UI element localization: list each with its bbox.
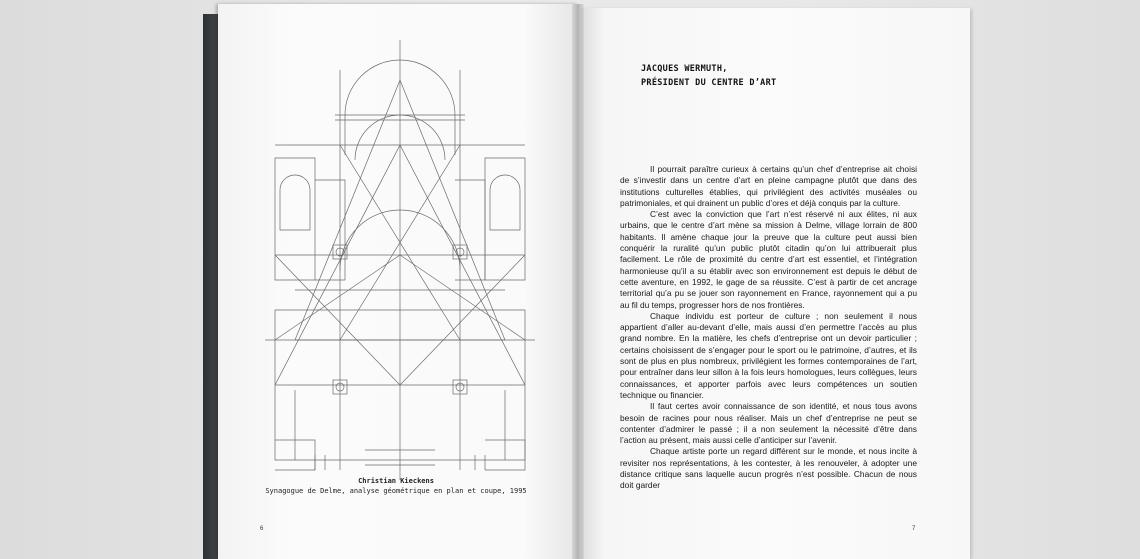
caption-description: Synagogue de Delme, analyse géométrique en plan et coupe, 1995 (265, 487, 527, 495)
body-text (620, 164, 917, 492)
paragraph: C’est avec la conviction que l’art n’est réservé ni aux élites, ni aux urbains, que le centre d’art mène sa mission à Delme, village lorrain de 800 habitants. Il amène chaque jour la preuve que la culture peut aussi bien conquérir la ruralité qu’un public plutôt citadin qu’on lui attribuerait plus facilement. Le rôle de proximité du centre d’art est essentiel, et l’intégration harmonieuse qu’il a su établir avec son environnement est depuis le début de cette aventure, en 1992, le gage de sa réussite. C’est à partir de cet ancrage territorial qu’a pu se jouer son rayonnement en France, rayonnement qui a pu au fil du temps, progresser hors de nos frontières. (620, 209, 917, 310)
left-page-number: 6 (260, 526, 264, 532)
paragraph: Chaque artiste porte un regard différent sur le monde, et nous incite à revisiter nos représentations, à les contester, à les renouveler, à adopter une distance critique sans laquelle aucun progrès n’est possible. Chacun de nous doit garder (620, 446, 917, 491)
heading-title: PRÉSIDENT DU CENTRE D’ART (641, 78, 777, 88)
right-page-number: 7 (912, 526, 916, 532)
book-gutter (572, 4, 584, 559)
paragraph: Il faut certes avoir connaissance de son identité, et nous tous avons besoin de racines pour nous réaliser. Mais un chef d’entreprise ne peut se contenter d’admirer le passé ; il a non seulement la nécessité d’être dans l’action au présent, mais aussi celle d’anticiper sur l’avenir. (620, 401, 917, 446)
page-heading (641, 62, 776, 90)
heading-name: JACQUES WERMUTH, (641, 64, 728, 74)
caption-author: Christian Kieckens (358, 477, 434, 485)
synagogue-geometric-drawing (255, 40, 545, 480)
figure-caption (226, 476, 566, 496)
paragraph: Il pourrait paraître curieux à certains qu’un chef d’entreprise ait choisi de s’investir dans un centre d’art en pleine campagne plutôt que dans des institutions culturelles établies, qui privilégient des activités muséales ou patrimoniales, et qui drainent un public d’ores et déjà conquis par la culture. (620, 164, 917, 208)
paragraph: Chaque individu est porteur de culture ; non seulement il nous appartient d’aller au-devant d’elle, mais aussi d’en permettre l’accès au plus grand nombre. En la matière, les chefs d’entreprise ont un devoir particulier ; certains choisissent de s’engager pour le sport ou le patrimoine, d’autres, et ils sont de plus en plus nombreux, privilégient les formes contemporaines de l’art, pour entraîner dans leur sillon à la fois leurs homologues, leurs collègues, leurs connaissances, et apporter parfois avec leurs compétences un soutien technique ou financier. (620, 310, 917, 400)
